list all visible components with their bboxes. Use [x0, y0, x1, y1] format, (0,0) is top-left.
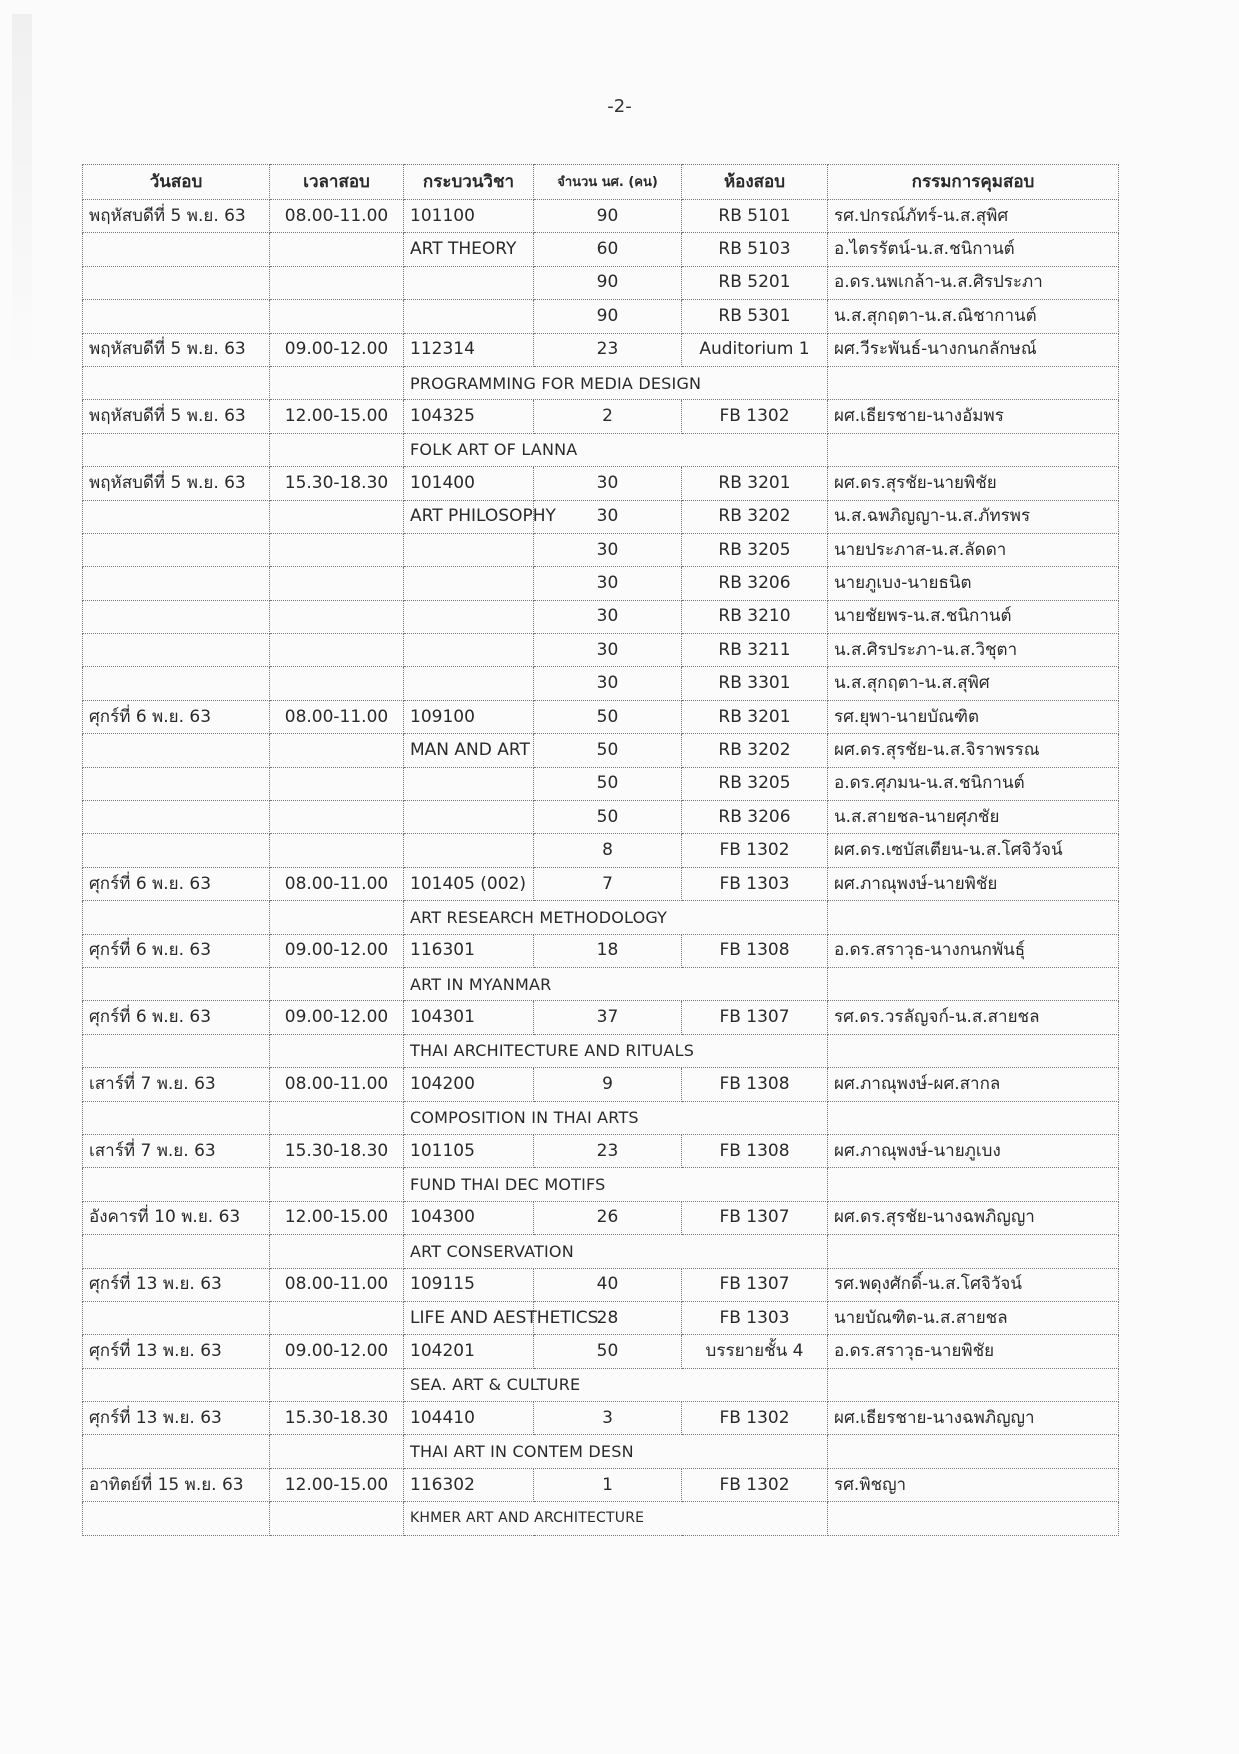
cell-course [404, 533, 534, 566]
table-row [83, 400, 1119, 433]
cell-date [83, 1435, 270, 1468]
cell-course [404, 266, 534, 299]
cell-time: 08.00-11.00 [270, 200, 404, 233]
cell-course: LIFE AND AESTHETICS [404, 1301, 534, 1334]
table-row [83, 300, 1119, 333]
cell-proctor: รศ.ยุพา-นายบัณฑิต [828, 700, 1119, 733]
cell-course [404, 767, 534, 800]
table-row [83, 734, 1119, 767]
table-row [83, 1268, 1119, 1301]
cell-proctor: รศ.พดุงศักดิ์-น.ส.โศจิวัจน์ [828, 1268, 1119, 1301]
scan-edge-shadow [12, 14, 32, 374]
table-row [83, 533, 1119, 566]
cell-proctor: น.ส.ฉพภิญญา-น.ส.ภัทรพร [828, 500, 1119, 533]
cell-proctor: น.ส.สายชล-นายศุภชัย [828, 801, 1119, 834]
table-row [83, 834, 1119, 867]
cell-date: ศุกร์ที่ 13 พ.ย. 63 [83, 1402, 270, 1435]
cell-date [83, 433, 270, 466]
cell-time: 12.00-15.00 [270, 1201, 404, 1234]
cell-course-name: THAI ARCHITECTURE AND RITUALS [404, 1034, 828, 1067]
cell-count: 30 [534, 500, 682, 533]
cell-date: พฤหัสบดีที่ 5 พ.ย. 63 [83, 467, 270, 500]
cell-time [270, 801, 404, 834]
cell-time [270, 634, 404, 667]
cell-count: 9 [534, 1068, 682, 1101]
cell-date [83, 233, 270, 266]
cell-time [270, 967, 404, 1000]
table-row [83, 901, 1119, 934]
cell-proctor [828, 1502, 1119, 1535]
table-row [83, 1301, 1119, 1334]
cell-date [83, 1368, 270, 1401]
table-row [83, 1368, 1119, 1401]
table-row [83, 1402, 1119, 1435]
cell-proctor: รศ.ดร.วรลัญจก์-น.ส.สายชล [828, 1001, 1119, 1034]
cell-room: FB 1302 [682, 1402, 828, 1435]
cell-time [270, 1435, 404, 1468]
cell-count: 30 [534, 467, 682, 500]
cell-proctor: ผศ.วีระพันธ์-นางกนกลักษณ์ [828, 333, 1119, 366]
cell-proctor: นายประภาส-น.ส.ลัดดา [828, 533, 1119, 566]
cell-room: RB 5103 [682, 233, 828, 266]
cell-date [83, 634, 270, 667]
cell-date [83, 967, 270, 1000]
cell-room: FB 1308 [682, 1134, 828, 1167]
cell-time: 08.00-11.00 [270, 700, 404, 733]
cell-proctor: นายชัยพร-น.ส.ชนิกานต์ [828, 600, 1119, 633]
cell-room: RB 3206 [682, 801, 828, 834]
cell-course-name: ART CONSERVATION [404, 1235, 828, 1268]
table-row [83, 934, 1119, 967]
cell-proctor: ผศ.ดร.สุรชัย-นายพิชัย [828, 467, 1119, 500]
cell-count: 26 [534, 1201, 682, 1234]
cell-time [270, 266, 404, 299]
cell-course-name: ART IN MYANMAR [404, 967, 828, 1000]
cell-count: 30 [534, 567, 682, 600]
cell-course: 104300 [404, 1201, 534, 1234]
cell-time [270, 734, 404, 767]
cell-time [270, 1101, 404, 1134]
cell-course: 109100 [404, 700, 534, 733]
cell-time [270, 767, 404, 800]
cell-date [83, 1235, 270, 1268]
cell-proctor [828, 1101, 1119, 1134]
cell-proctor [828, 366, 1119, 399]
cell-room: FB 1307 [682, 1001, 828, 1034]
cell-time: 12.00-15.00 [270, 400, 404, 433]
cell-time: 15.30-18.30 [270, 1134, 404, 1167]
cell-date [83, 600, 270, 633]
header-count: จำนวน นศ. (คน) [534, 165, 682, 200]
cell-room: RB 3210 [682, 600, 828, 633]
table-row [83, 1168, 1119, 1201]
cell-time [270, 1235, 404, 1268]
cell-proctor: รศ.พิชญา [828, 1468, 1119, 1501]
header-room: ห้องสอบ [682, 165, 828, 200]
table-row [83, 500, 1119, 533]
cell-count: 40 [534, 1268, 682, 1301]
cell-room: FB 1302 [682, 834, 828, 867]
cell-date: พฤหัสบดีที่ 5 พ.ย. 63 [83, 333, 270, 366]
table-row [83, 233, 1119, 266]
cell-proctor [828, 1235, 1119, 1268]
cell-date: พฤหัสบดีที่ 5 พ.ย. 63 [83, 400, 270, 433]
cell-proctor: น.ส.สุกฤตา-น.ส.สุพิศ [828, 667, 1119, 700]
cell-count: 18 [534, 934, 682, 967]
cell-course [404, 667, 534, 700]
cell-room: RB 3205 [682, 533, 828, 566]
table-row [83, 1101, 1119, 1134]
cell-time: 09.00-12.00 [270, 1001, 404, 1034]
cell-count: 37 [534, 1001, 682, 1034]
cell-date: ศุกร์ที่ 6 พ.ย. 63 [83, 867, 270, 900]
cell-proctor [828, 967, 1119, 1000]
cell-course-name: THAI ART IN CONTEM DESN [404, 1435, 828, 1468]
cell-proctor: อ.ดร.สราวุธ-นางกนกพันธุ์ [828, 934, 1119, 967]
cell-course: 101405 (002) [404, 867, 534, 900]
cell-count: 30 [534, 667, 682, 700]
cell-room: RB 3202 [682, 734, 828, 767]
table-row [83, 1201, 1119, 1234]
table-row [83, 467, 1119, 500]
cell-proctor: นายภูเบง-นายธนิต [828, 567, 1119, 600]
table-row [83, 667, 1119, 700]
cell-course-name: PROGRAMMING FOR MEDIA DESIGN [404, 366, 828, 399]
header-date: วันสอบ [83, 165, 270, 200]
cell-date [83, 567, 270, 600]
cell-date: เสาร์ที่ 7 พ.ย. 63 [83, 1134, 270, 1167]
cell-proctor: รศ.ปกรณ์ภัทร์-น.ส.สุพิศ [828, 200, 1119, 233]
cell-time [270, 667, 404, 700]
cell-time: 08.00-11.00 [270, 1068, 404, 1101]
cell-course-name: FUND THAI DEC MOTIFS [404, 1168, 828, 1201]
cell-date [83, 1301, 270, 1334]
cell-course: 109115 [404, 1268, 534, 1301]
cell-course-name: SEA. ART & CULTURE [404, 1368, 828, 1401]
cell-course [404, 834, 534, 867]
header-proctor: กรรมการคุมสอบ [828, 165, 1119, 200]
cell-count: 50 [534, 767, 682, 800]
cell-date [83, 366, 270, 399]
cell-date [83, 801, 270, 834]
cell-count: 90 [534, 266, 682, 299]
table-row [83, 433, 1119, 466]
cell-time: 08.00-11.00 [270, 867, 404, 900]
table-row [83, 1468, 1119, 1501]
table-row [83, 366, 1119, 399]
cell-course-name: COMPOSITION IN THAI ARTS [404, 1101, 828, 1134]
cell-proctor: น.ส.สุกฤตา-น.ส.ณิชากานต์ [828, 300, 1119, 333]
cell-proctor: ผศ.เธียรชาย-นางอัมพร [828, 400, 1119, 433]
cell-course: 101100 [404, 200, 534, 233]
cell-time: 09.00-12.00 [270, 333, 404, 366]
cell-time [270, 834, 404, 867]
cell-count: 28 [534, 1301, 682, 1334]
cell-time [270, 901, 404, 934]
cell-course-name: KHMER ART AND ARCHITECTURE [404, 1502, 828, 1535]
cell-proctor [828, 1435, 1119, 1468]
cell-count: 1 [534, 1468, 682, 1501]
table-row [83, 867, 1119, 900]
cell-time: 15.30-18.30 [270, 1402, 404, 1435]
cell-proctor: ผศ.ดร.สุรชัย-น.ส.จิราพรรณ [828, 734, 1119, 767]
cell-course [404, 567, 534, 600]
cell-count: 3 [534, 1402, 682, 1435]
cell-course: 101105 [404, 1134, 534, 1167]
cell-time [270, 1168, 404, 1201]
cell-room: FB 1307 [682, 1268, 828, 1301]
table-row [83, 567, 1119, 600]
cell-date [83, 667, 270, 700]
table-row [83, 200, 1119, 233]
table-row [83, 1502, 1119, 1535]
cell-course: 101400 [404, 467, 534, 500]
cell-count: 2 [534, 400, 682, 433]
cell-proctor [828, 1368, 1119, 1401]
cell-time [270, 1502, 404, 1535]
cell-course [404, 600, 534, 633]
cell-date [83, 834, 270, 867]
cell-course: ART PHILOSOPHY [404, 500, 534, 533]
cell-room: RB 3201 [682, 467, 828, 500]
cell-date: ศุกร์ที่ 6 พ.ย. 63 [83, 700, 270, 733]
cell-date: ศุกร์ที่ 13 พ.ย. 63 [83, 1268, 270, 1301]
cell-course: 104325 [404, 400, 534, 433]
cell-time [270, 1034, 404, 1067]
cell-course-name: ART RESEARCH METHODOLOGY [404, 901, 828, 934]
table-row [83, 266, 1119, 299]
table-row [83, 1134, 1119, 1167]
cell-date: ศุกร์ที่ 13 พ.ย. 63 [83, 1335, 270, 1368]
page-number: -2- [607, 96, 632, 117]
cell-time: 09.00-12.00 [270, 1335, 404, 1368]
cell-proctor: ผศ.ดร.สุรชัย-นางฉพภิญญา [828, 1201, 1119, 1234]
cell-time [270, 533, 404, 566]
cell-proctor: ผศ.ภาณุพงษ์-นายพิชัย [828, 867, 1119, 900]
cell-course: 104201 [404, 1335, 534, 1368]
cell-room: RB 5101 [682, 200, 828, 233]
cell-proctor: นายบัณฑิต-น.ส.สายชล [828, 1301, 1119, 1334]
cell-proctor: ผศ.ภาณุพงษ์-ผศ.สากล [828, 1068, 1119, 1101]
table-row [83, 1435, 1119, 1468]
cell-course: MAN AND ART [404, 734, 534, 767]
cell-room: FB 1303 [682, 1301, 828, 1334]
table-row [83, 600, 1119, 633]
cell-date [83, 1034, 270, 1067]
cell-date: ศุกร์ที่ 6 พ.ย. 63 [83, 934, 270, 967]
cell-time [270, 500, 404, 533]
cell-proctor [828, 433, 1119, 466]
cell-count: 50 [534, 700, 682, 733]
table-row [83, 801, 1119, 834]
cell-proctor: ผศ.ดร.เซบัสเตียน-น.ส.โศจิวัจน์ [828, 834, 1119, 867]
cell-room: FB 1308 [682, 934, 828, 967]
cell-date [83, 300, 270, 333]
cell-proctor: อ.ไตรรัตน์-น.ส.ชนิกานต์ [828, 233, 1119, 266]
cell-proctor [828, 901, 1119, 934]
cell-time [270, 600, 404, 633]
cell-date [83, 767, 270, 800]
cell-course [404, 634, 534, 667]
cell-proctor: อ.ดร.ศุภมน-น.ส.ชนิกานต์ [828, 767, 1119, 800]
cell-count: 50 [534, 1335, 682, 1368]
cell-date [83, 734, 270, 767]
cell-room: FB 1302 [682, 400, 828, 433]
table-row [83, 1034, 1119, 1067]
table-row [83, 967, 1119, 1000]
cell-room: RB 5301 [682, 300, 828, 333]
cell-count: 50 [534, 734, 682, 767]
cell-room: RB 3201 [682, 700, 828, 733]
cell-course-name: FOLK ART OF LANNA [404, 433, 828, 466]
cell-room: RB 5201 [682, 266, 828, 299]
cell-time [270, 366, 404, 399]
table-row [83, 1235, 1119, 1268]
cell-date: อังคารที่ 10 พ.ย. 63 [83, 1201, 270, 1234]
exam-schedule-table [82, 164, 1119, 1536]
cell-room: FB 1308 [682, 1068, 828, 1101]
cell-time: 15.30-18.30 [270, 467, 404, 500]
cell-course: 116302 [404, 1468, 534, 1501]
cell-count: 50 [534, 801, 682, 834]
cell-proctor: ผศ.ภาณุพงษ์-นายภูเบง [828, 1134, 1119, 1167]
cell-time [270, 1301, 404, 1334]
cell-proctor [828, 1034, 1119, 1067]
cell-course: 104410 [404, 1402, 534, 1435]
table-row [83, 1001, 1119, 1034]
cell-count: 23 [534, 333, 682, 366]
cell-date [83, 1101, 270, 1134]
cell-course: 104200 [404, 1068, 534, 1101]
cell-course [404, 300, 534, 333]
cell-room: Auditorium 1 [682, 333, 828, 366]
cell-proctor: ผศ.เธียรชาย-นางฉพภิญญา [828, 1402, 1119, 1435]
cell-proctor [828, 1168, 1119, 1201]
cell-time: 09.00-12.00 [270, 934, 404, 967]
cell-room: RB 3202 [682, 500, 828, 533]
header-course: กระบวนวิชา [404, 165, 534, 200]
cell-time [270, 233, 404, 266]
table-row [83, 634, 1119, 667]
table-row [83, 700, 1119, 733]
table-header-row [83, 165, 1119, 200]
cell-date [83, 500, 270, 533]
cell-date: ศุกร์ที่ 6 พ.ย. 63 [83, 1001, 270, 1034]
cell-count: 7 [534, 867, 682, 900]
cell-proctor: อ.ดร.สราวุธ-นายพิชัย [828, 1335, 1119, 1368]
cell-count: 60 [534, 233, 682, 266]
cell-room: RB 3211 [682, 634, 828, 667]
cell-time [270, 567, 404, 600]
cell-course: 104301 [404, 1001, 534, 1034]
cell-time [270, 1368, 404, 1401]
cell-room: บรรยายชั้น 4 [682, 1335, 828, 1368]
header-time: เวลาสอบ [270, 165, 404, 200]
cell-proctor: อ.ดร.นพเกล้า-น.ส.ศิรประภา [828, 266, 1119, 299]
cell-proctor: น.ส.ศิรประภา-น.ส.วิชุตา [828, 634, 1119, 667]
cell-count: 90 [534, 200, 682, 233]
cell-count: 30 [534, 600, 682, 633]
cell-room: RB 3206 [682, 567, 828, 600]
cell-date [83, 266, 270, 299]
cell-date [83, 901, 270, 934]
cell-course: 112314 [404, 333, 534, 366]
cell-room: RB 3301 [682, 667, 828, 700]
cell-count: 23 [534, 1134, 682, 1167]
cell-date [83, 1168, 270, 1201]
cell-room: FB 1307 [682, 1201, 828, 1234]
cell-count: 30 [534, 533, 682, 566]
cell-time [270, 300, 404, 333]
cell-room: RB 3205 [682, 767, 828, 800]
table-row [83, 1335, 1119, 1368]
cell-course: ART THEORY [404, 233, 534, 266]
cell-date: อาทิตย์ที่ 15 พ.ย. 63 [83, 1468, 270, 1501]
cell-course [404, 801, 534, 834]
table-row [83, 333, 1119, 366]
cell-date [83, 533, 270, 566]
cell-count: 90 [534, 300, 682, 333]
cell-date: พฤหัสบดีที่ 5 พ.ย. 63 [83, 200, 270, 233]
cell-time [270, 433, 404, 466]
table-row [83, 1068, 1119, 1101]
cell-time: 08.00-11.00 [270, 1268, 404, 1301]
cell-room: FB 1303 [682, 867, 828, 900]
cell-date: เสาร์ที่ 7 พ.ย. 63 [83, 1068, 270, 1101]
cell-date [83, 1502, 270, 1535]
cell-course: 116301 [404, 934, 534, 967]
table-row [83, 767, 1119, 800]
cell-time: 12.00-15.00 [270, 1468, 404, 1501]
table-body [83, 200, 1119, 1536]
cell-count: 8 [534, 834, 682, 867]
cell-count: 30 [534, 634, 682, 667]
cell-room: FB 1302 [682, 1468, 828, 1501]
